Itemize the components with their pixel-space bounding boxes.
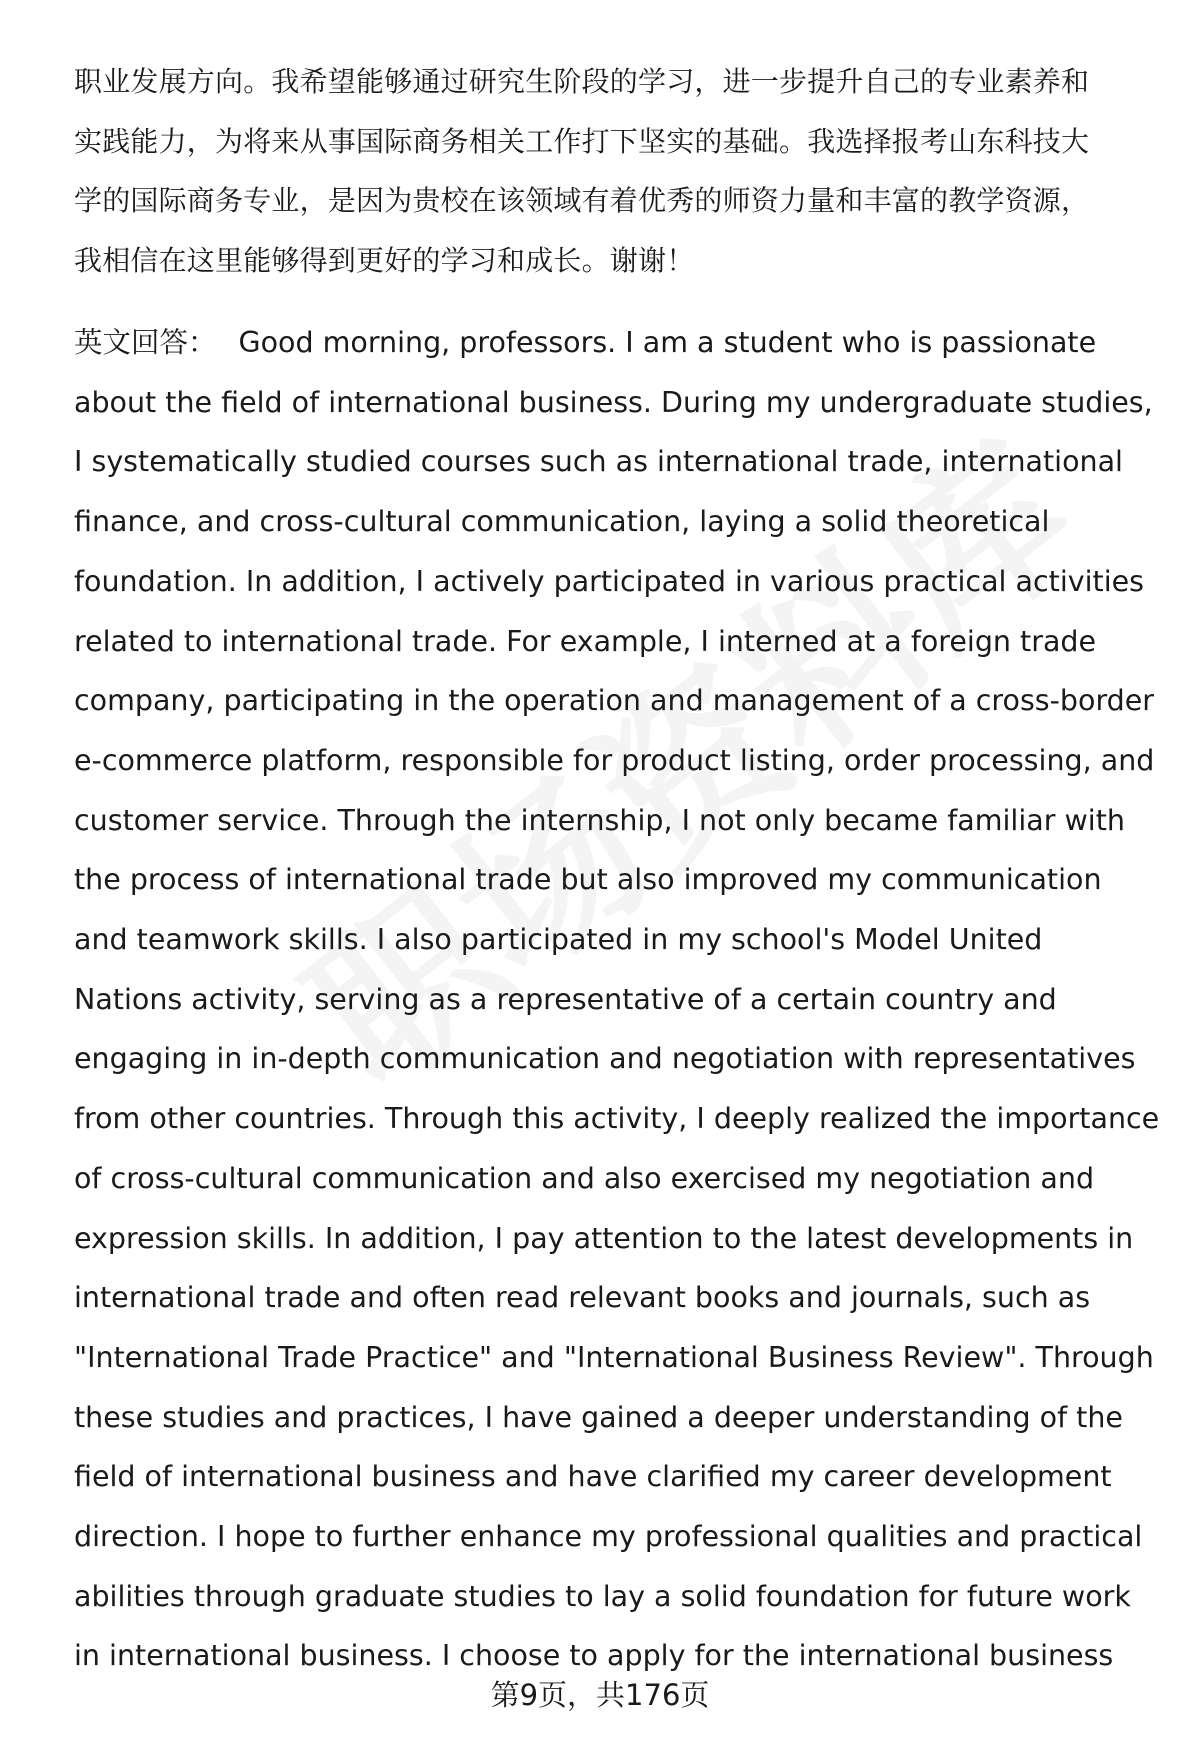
english-line: about the field of international business. During my undergraduate studies,	[74, 385, 1153, 419]
english-line: e-commerce platform, responsible for product listing, order processing, and	[74, 743, 1155, 777]
chinese-line: 学的国际商务专业，是因为贵校在该领域有着优秀的师资力量和丰富的教学资源，	[74, 184, 1090, 217]
english-line: Good morning, professors. I am a student who is passionate	[238, 326, 1097, 359]
answer-label: 英文回答：	[74, 326, 217, 359]
english-line: company, participating in the operation and management of a cross-border	[74, 684, 1155, 718]
english-line: I systematically studied courses such as international trade, international	[74, 445, 1123, 479]
chinese-line: 实践能力，为将来从事国际商务相关工作打下坚实的基础。我选择报考山东科技大	[74, 124, 1090, 158]
english-line: customer service. Through the internship, I not only became familiar with	[74, 803, 1125, 837]
chinese-paragraph	[74, 52, 1164, 290]
english-line: of cross-cultural communication and also exercised my negotiation and	[74, 1161, 1095, 1195]
english-line: the process of international trade but also improved my communication	[74, 863, 1102, 897]
english-line: in international business. I choose to apply for the international business	[74, 1639, 1114, 1673]
english-line: Nations activity, serving as a representative of a certain country and	[74, 982, 1057, 1016]
english-line: international trade and often read relevant books and journals, such as	[74, 1281, 1091, 1315]
english-line: and teamwork skills. I also participated in my school's Model United	[74, 923, 1043, 957]
page-footer	[0, 1675, 1200, 1715]
chinese-line: 职业发展方向。我希望能够通过研究生阶段的学习，进一步提升自己的专业素养和	[74, 65, 1090, 98]
page-number-label: 第9页，共176页	[490, 1678, 710, 1712]
english-line: finance, and cross-cultural communication, laying a solid theoretical	[74, 505, 1050, 539]
english-first-line	[74, 313, 1164, 373]
english-line: direction. I hope to further enhance my professional qualities and practical	[74, 1520, 1143, 1554]
english-line: expression skills. In addition, I pay attention to the latest developments in	[74, 1221, 1134, 1255]
english-line: engaging in in-depth communication and negotiation with representatives	[74, 1042, 1136, 1076]
english-line: related to international trade. For example, I interned at a foreign trade	[74, 624, 1097, 658]
english-line: abilities through graduate studies to lay a solid foundation for future work	[74, 1579, 1131, 1613]
english-line: foundation. In addition, I actively participated in various practical activities	[74, 564, 1145, 598]
english-line: from other countries. Through this activity, I deeply realized the importance	[74, 1102, 1160, 1136]
page-content	[74, 52, 1164, 1686]
english-line: these studies and practices, I have gained a deeper understanding of the	[74, 1400, 1123, 1434]
english-answer-paragraph	[74, 313, 1164, 1686]
chinese-line: 我相信在这里能够得到更好的学习和成长。谢谢！	[74, 243, 695, 277]
english-line: field of international business and have clarified my career development	[74, 1460, 1112, 1494]
english-line: "International Trade Practice" and "International Business Review". Through	[74, 1340, 1154, 1374]
